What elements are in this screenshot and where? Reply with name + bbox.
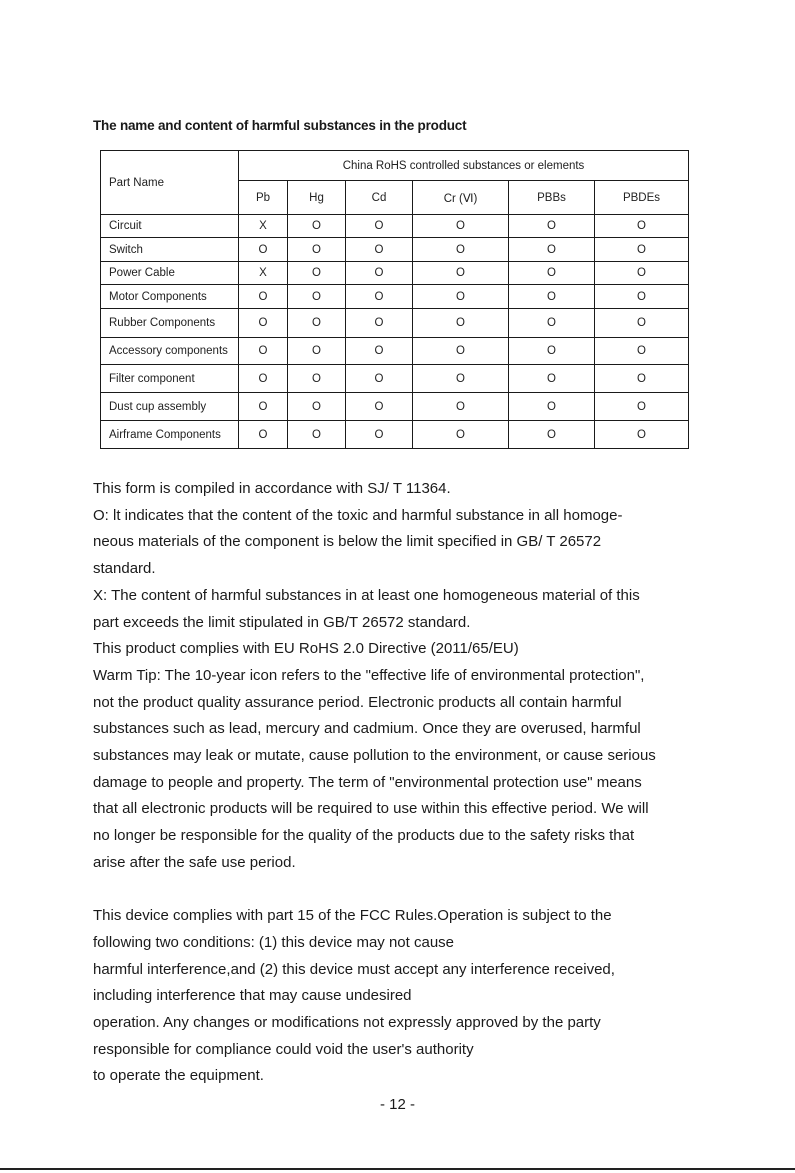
substance-value-cell: O — [595, 338, 689, 365]
substance-value-cell: O — [509, 393, 595, 421]
table-row — [101, 393, 689, 421]
notes-block — [93, 476, 703, 1090]
rohs-note-line: neous materials of the component is below the limit specified in GB/ T 26572 — [93, 533, 602, 551]
substance-value-cell: O — [346, 393, 413, 421]
substance-value-cell: X — [239, 262, 288, 285]
part-name-cell: Power Cable — [101, 262, 239, 285]
rohs-note-line: X: The content of harmful substances in at least one homogeneous material of this — [93, 586, 640, 604]
rohs-note-line: This form is compiled in accordance with SJ/ T 11364. — [93, 480, 451, 497]
substance-value-cell: O — [288, 285, 346, 309]
part-name-cell: Airframe Components — [101, 421, 239, 449]
substance-value-cell: O — [595, 365, 689, 393]
rohs-note-line: that all electronic products will be required to use within this effective period. We will — [93, 800, 649, 818]
substance-value-cell: O — [509, 262, 595, 285]
substance-value-cell: O — [288, 393, 346, 421]
table-row — [101, 365, 689, 393]
substance-value-cell: O — [413, 215, 509, 238]
substance-value-cell: O — [239, 285, 288, 309]
substance-value-cell: O — [413, 365, 509, 393]
rohs-note-line: O: lt indicates that the content of the toxic and harmful substance in all homoge- — [93, 506, 623, 524]
part-name-cell: Dust cup assembly — [101, 393, 239, 421]
fcc-statement — [93, 903, 703, 1090]
substance-value-cell: O — [413, 421, 509, 449]
substance-value-cell: O — [413, 338, 509, 365]
rohs-note-line: substances such as lead, mercury and cadmium. Once they are overused, harmful — [93, 720, 641, 738]
substance-value-cell: O — [288, 309, 346, 338]
bottom-rule — [0, 1168, 795, 1170]
fcc-note-line: responsible for compliance could void the user's authority — [93, 1040, 474, 1058]
part-name-cell: Motor Components — [101, 285, 239, 309]
substance-value-cell: O — [346, 262, 413, 285]
table-row — [101, 262, 689, 285]
substance-value-cell: O — [239, 393, 288, 421]
substance-value-cell: O — [346, 285, 413, 309]
rohs-note-line: damage to people and property. The term of "environmental protection use" means — [93, 773, 642, 791]
substance-value-cell: O — [595, 215, 689, 238]
part-name-cell: Switch — [101, 238, 239, 262]
substance-value-cell: O — [509, 338, 595, 365]
table-row — [101, 338, 689, 365]
substance-value-cell: O — [509, 215, 595, 238]
rohs-note-line: no longer be responsible for the quality of the products due to the safety risks that — [93, 827, 635, 845]
fcc-note-line: operation. Any changes or modifications not expressly approved by the party — [93, 1014, 601, 1032]
part-name-cell: Circuit — [101, 215, 239, 238]
fcc-note-line: This device complies with part 15 of the FCC Rules.Operation is subject to the — [93, 907, 612, 925]
substance-value-cell: O — [288, 338, 346, 365]
substance-value-cell: O — [346, 338, 413, 365]
substance-value-cell: O — [288, 421, 346, 449]
substance-value-cell: O — [346, 421, 413, 449]
rohs-note-line: This product complies with EU RoHS 2.0 Directive (2011/65/EU) — [93, 640, 519, 658]
substance-value-cell: O — [239, 421, 288, 449]
substance-value-cell: O — [346, 365, 413, 393]
table-row — [101, 215, 689, 238]
page-number: - 12 - — [379, 1096, 415, 1113]
substances-group-header: China RoHS controlled substances or elements — [239, 151, 689, 181]
substance-value-cell: O — [239, 338, 288, 365]
rohs-note-line: substances may leak or mutate, cause pollution to the environment, or cause serious — [93, 747, 656, 765]
rohs-note-line: part exceeds the limit stipulated in GB/T 26572 standard. — [93, 613, 471, 631]
substance-value-cell: O — [239, 365, 288, 393]
fcc-note-line: harmful interference,and (2) this device must accept any interference received, — [93, 960, 615, 978]
substance-value-cell: O — [288, 262, 346, 285]
substance-value-cell: O — [239, 309, 288, 338]
rohs-note-line: not the product quality assurance period. Electronic products all contain harmful — [93, 693, 622, 711]
substance-value-cell: O — [288, 365, 346, 393]
substance-value-cell: X — [239, 215, 288, 238]
fcc-note-line: to operate the equipment. — [93, 1067, 264, 1085]
part-name-cell: Rubber Components — [101, 309, 239, 338]
substance-value-cell: O — [413, 262, 509, 285]
substance-value-cell: O — [595, 238, 689, 262]
part-name-header: Part Name — [101, 151, 239, 215]
table-row — [101, 421, 689, 449]
table-body — [101, 215, 689, 449]
part-name-cell: Accessory components — [101, 338, 239, 365]
substance-header: Cd — [346, 181, 413, 215]
substance-value-cell: O — [239, 238, 288, 262]
substance-value-cell: O — [346, 309, 413, 338]
rohs-note-line: Warm Tip: The 10-year icon refers to the "effective life of environmental protection", — [93, 666, 645, 684]
substance-value-cell: O — [288, 215, 346, 238]
section-heading: The name and content of harmful substances in the product — [93, 118, 467, 133]
table-row — [101, 309, 689, 338]
substance-value-cell: O — [595, 421, 689, 449]
substance-header: PBBs — [509, 181, 595, 215]
rohs-note-line: arise after the safe use period. — [93, 853, 296, 871]
substance-value-cell: O — [413, 393, 509, 421]
part-name-cell: Filter component — [101, 365, 239, 393]
hazardous-substances-table — [100, 150, 689, 449]
substance-value-cell: O — [509, 421, 595, 449]
table-header — [101, 151, 689, 215]
rohs-notes — [93, 476, 703, 877]
substance-value-cell: O — [509, 365, 595, 393]
fcc-note-line: including interference that may cause undesired — [93, 987, 412, 1005]
substance-value-cell: O — [346, 238, 413, 262]
substance-value-cell: O — [413, 285, 509, 309]
substance-value-cell: O — [509, 238, 595, 262]
substance-value-cell: O — [595, 262, 689, 285]
fcc-note-line: following two conditions: (1) this device may not cause — [93, 933, 455, 951]
rohs-note-line: standard. — [93, 560, 156, 578]
substance-value-cell: O — [595, 285, 689, 309]
substance-value-cell: O — [413, 238, 509, 262]
substance-value-cell: O — [288, 238, 346, 262]
substance-value-cell: O — [595, 393, 689, 421]
substance-value-cell: O — [595, 309, 689, 338]
substance-header: Cr (Ⅵ) — [413, 181, 509, 215]
substance-header: PBDEs — [595, 181, 689, 215]
substance-value-cell: O — [346, 215, 413, 238]
table-row — [101, 285, 689, 309]
substance-header: Pb — [239, 181, 288, 215]
table-row — [101, 238, 689, 262]
substance-value-cell: O — [509, 309, 595, 338]
substance-value-cell: O — [509, 285, 595, 309]
substance-header: Hg — [288, 181, 346, 215]
substance-value-cell: O — [413, 309, 509, 338]
